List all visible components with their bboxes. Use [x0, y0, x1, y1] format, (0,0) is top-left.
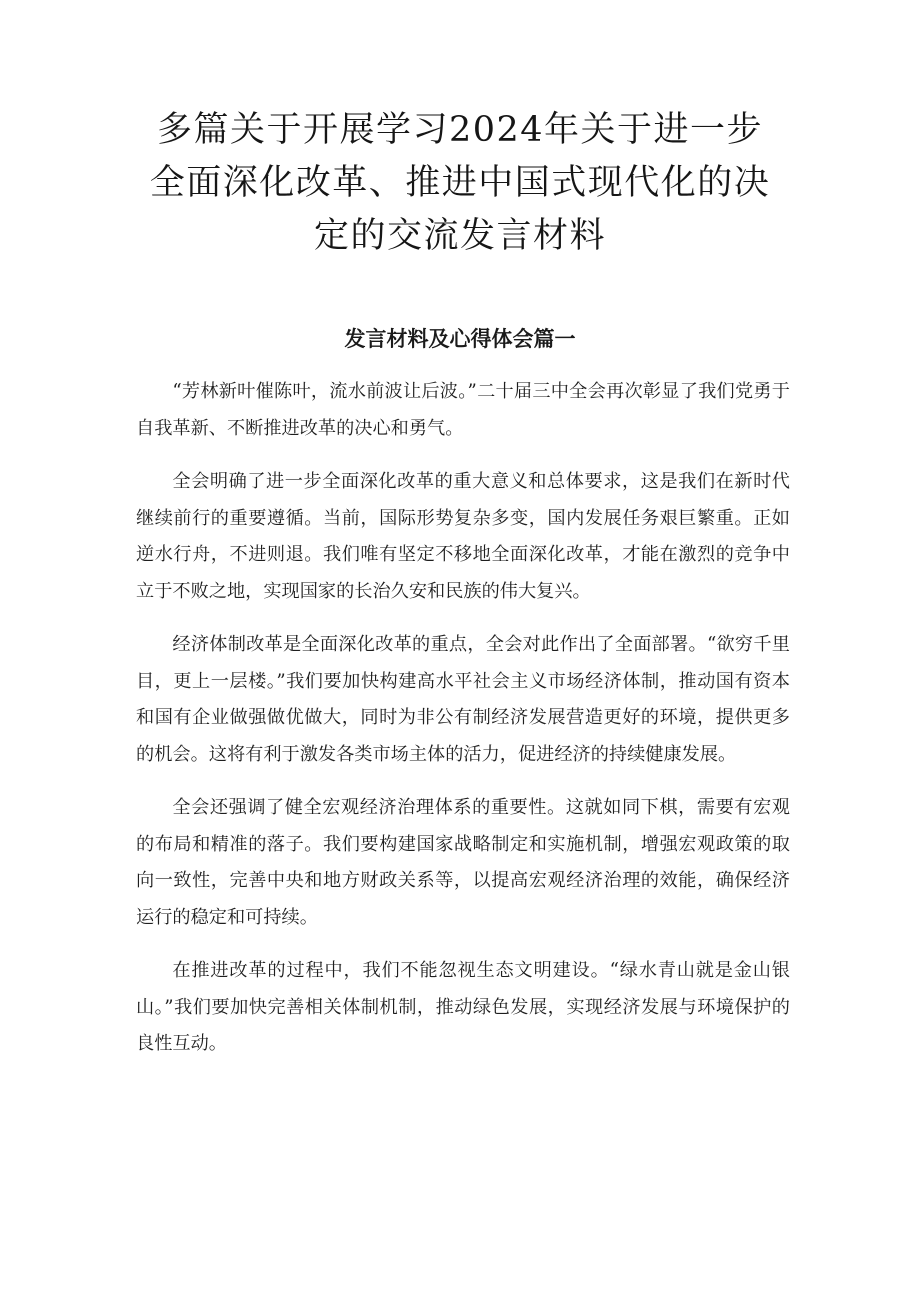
paragraph-3: 经济体制改革是全面深化改革的重点，全会对此作出了全面部署。“欲穷千里目，更上一层楼。”我们要加快构建高水平社会主义市场经济体制，推动国有资本和国有企业做强做优做大，同时为非公有制经济发展营造更好的环境，提供更多的机会。这将有利于激发各类市场主体的活力，促进经济的持续健康发展。 [136, 634, 790, 765]
document-body [136, 374, 790, 1080]
paragraph-4: 全会还强调了健全宏观经济治理体系的重要性。这就如同下棋，需要有宏观的布局和精准的落子。我们要构建国家战略制定和实施机制，增强宏观政策的取向一致性，完善中央和地方财政关系等，以提高宏观经济治理的效能，确保经济运行的稳定和可持续。 [136, 797, 790, 928]
paragraph-1: “芳林新叶催陈叶，流水前波让后波。”二十届三中全会再次彰显了我们党勇于自我革新、不断推进改革的决心和勇气。 [136, 381, 790, 439]
paragraph-2: 全会明确了进一步全面深化改革的重大意义和总体要求，这是我们在新时代继续前行的重要遵循。当前，国际形势复杂多变，国内发展任务艰巨繁重。正如逆水行舟，不进则退。我们唯有坚定不移地全面深化改革，才能在激烈的竞争中立于不败之地，实现国家的长治久安和民族的伟大复兴。 [136, 471, 790, 602]
paragraph-5: 在推进改革的过程中，我们不能忽视生态文明建设。“绿水青山就是金山银山。”我们要加快完善相关体制机制，推动绿色发展，实现经济发展与环境保护的良性互动。 [136, 960, 790, 1054]
section-heading: 发言材料及心得体会篇一 [344, 327, 576, 351]
document-title: 多篇关于开展学习2024年关于进一步全面深化改革、推进中国式现代化的决定的交流发言材料 [149, 110, 771, 256]
